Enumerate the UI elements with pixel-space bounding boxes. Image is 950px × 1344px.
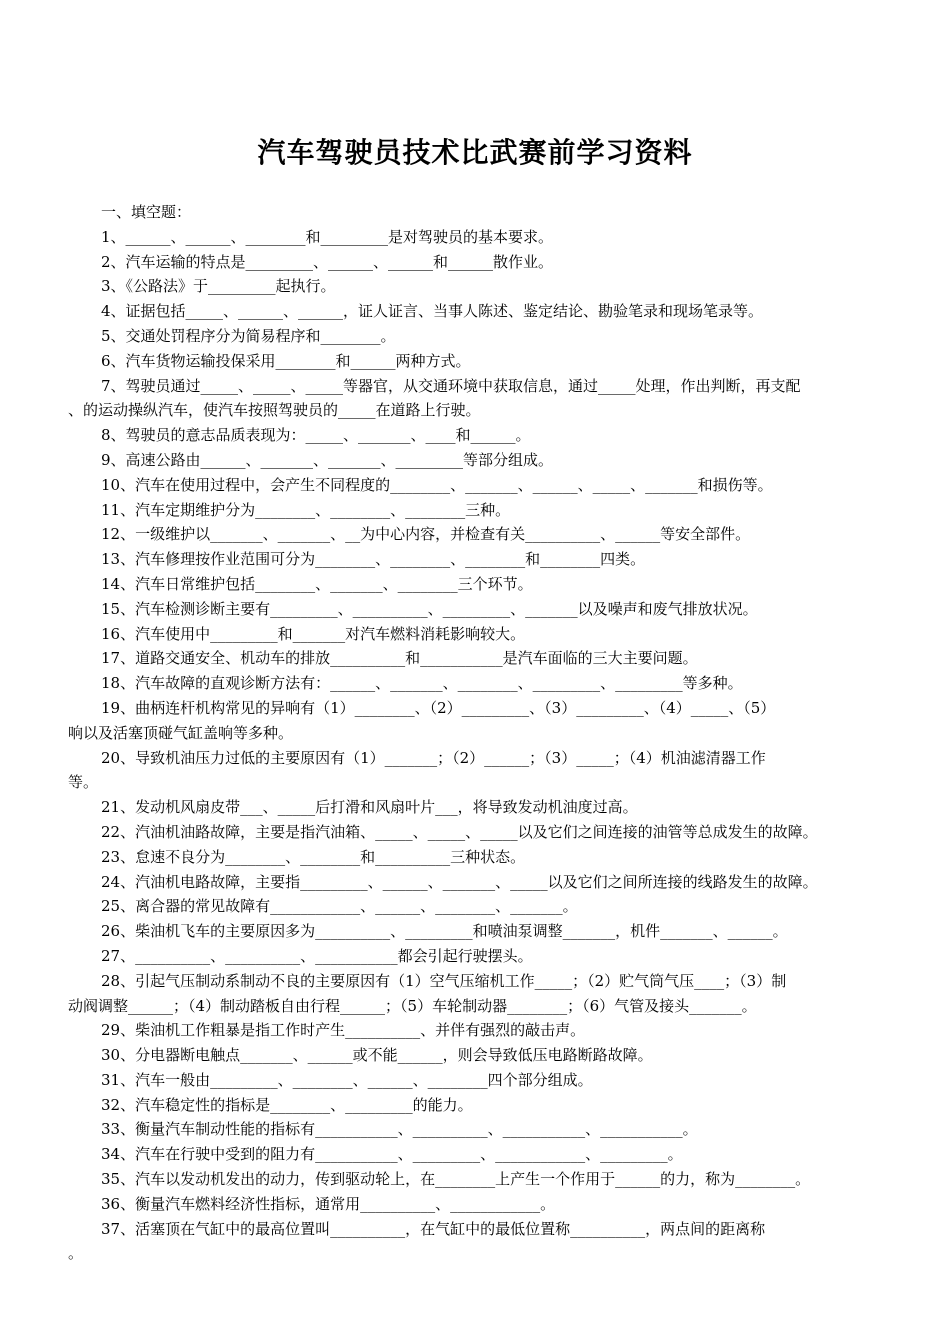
question-line: 27、__________、__________、___________都会引起行驶摆头。 [101, 946, 533, 965]
question-line: 18、汽车故障的直观诊断方法有：______、_______、________、_________、_________等多种。 [101, 674, 743, 693]
question-line: 11、汽车定期维护分为________、________、________三种。 [101, 500, 511, 519]
question-line: 29、柴油机工作粗暴是指工作时产生__________、并伴有强烈的敲击声。 [101, 1021, 586, 1040]
question-line: 25、离合器的常见故障有____________、______、________、_______。 [101, 897, 578, 916]
question-line: 34、汽车在行驶中受到的阻力有___________、_________、____________、_________。 [101, 1145, 683, 1164]
question-line: 动阀调整______；（4）制动踏板自由行程______；（5）车轮制动器________；（6）气管及接头_______。 [68, 996, 757, 1015]
question-line: 6、汽车货物运输投保采用________和______两种方式。 [101, 351, 471, 370]
question-line: 20、导致机油压力过低的主要原因有（1）_______；（2）______；（3）_____；（4）机油滤清器工作 [101, 748, 766, 767]
question-line: 7、驾驶员通过_____、_____、_____等器官，从交通环境中获取信息，通过_____处理，作出判断，再支配 [101, 376, 801, 395]
question-line: 22、汽油机油路故障，主要是指汽油箱、_____、_____、_____以及它们之间连接的油管等总成发生的故障。 [101, 822, 818, 841]
question-line: 10、汽车在使用过程中，会产生不同程度的________、_______、______、_____、_______和损伤等。 [101, 475, 773, 494]
question-line: 17、道路交通安全、机动车的排放__________和___________是汽车面临的三大主要问题。 [101, 649, 698, 668]
question-line: 9、高速公路由______、_______、_______、_________等部分组成。 [101, 450, 554, 469]
question-line: 28、引起气压制动系制动不良的主要原因有（1）空气压缩机工作_____；（2）贮气筒气压____；（3）制 [101, 971, 787, 990]
question-line: 、的运动操纵汽车，使汽车按照驾驶员的_____在道路上行驶。 [68, 401, 481, 420]
section-heading: 一、填空题： [101, 203, 192, 221]
question-line: 32、汽车稳定性的指标是________、_________的能力。 [101, 1095, 473, 1114]
question-line: 等。 [68, 773, 99, 792]
question-line: 3、《公路法》于_________起执行。 [101, 277, 336, 296]
question-line: 35、汽车以发动机发出的动力，传到驱动轮上，在________上产生一个作用于______的力，称为________。 [101, 1170, 811, 1189]
question-line: 响以及活塞顶碰气缸盖响等多种。 [68, 723, 294, 742]
question-line: 37、活塞顶在气缸中的最高位置叫__________，在气缸中的最低位置称__________，两点间的距离称 [101, 1219, 766, 1238]
question-line: 13、汽车修理按作业范围可分为________、________、________和________四类。 [101, 550, 646, 569]
question-line: 2、汽车运输的特点是_________、______、______和______散作业。 [101, 252, 554, 271]
question-line: 5、交通处罚程序分为简易程序和________。 [101, 326, 396, 345]
question-line: 8、驾驶员的意志品质表现为：_____、_______、____和______。 [101, 426, 531, 445]
document-title: 汽车驾驶员技术比武赛前学习资料 [257, 136, 693, 169]
question-line: 24、汽油机电路故障，主要指_________、______、_______、_____以及它们之间所连接的线路发生的故障。 [101, 872, 818, 891]
question-line: 23、怠速不良分为________、________和__________三种状态。 [101, 847, 526, 866]
document-body [68, 200, 886, 1266]
question-line: 14、汽车日常维护包括________、_______、________三个环节。 [101, 574, 533, 593]
question-line: 15、汽车检测诊断主要有_________、__________、_________、_______以及噪声和废气排放状况。 [101, 599, 758, 618]
question-line: 4、证据包括_____、______、______，证人证言、当事人陈述、鉴定结论、勘验笔录和现场笔录等。 [101, 302, 764, 321]
question-line: 33、衡量汽车制动性能的指标有___________、__________、___________、___________。 [101, 1120, 698, 1139]
question-line: 12、一级维护以_______、_______、__为中心内容，并检查有关__________、______等安全部件。 [101, 525, 751, 544]
question-line: 21、发动机风扇皮带___、_____后打滑和风扇叶片___，将导致发动机油度过高。 [101, 798, 638, 817]
question-line: 36、衡量汽车燃料经济性指标，通常用__________、____________。 [101, 1194, 556, 1213]
question-line: 31、汽车一般由_________、________、______、________四个部分组成。 [101, 1070, 593, 1089]
question-line: 30、分电器断电触点_______、______或不能______，则会导致低压电路断路故障。 [101, 1046, 653, 1065]
question-line: 1、______、______、________和_________是对驾驶员的基本要求。 [101, 227, 554, 246]
question-line: 。 [68, 1244, 84, 1263]
question-line: 19、曲柄连杆机构常见的异响有（1）________、（2）_________、（3）_________、（4）_____、（5） [101, 698, 776, 717]
question-line: 16、汽车使用中_________和_______对汽车燃料消耗影响较大。 [101, 624, 526, 643]
question-line: 26、柴油机飞车的主要原因多为__________、_________和喷油泵调整_______，机件_______、______。 [101, 922, 788, 941]
